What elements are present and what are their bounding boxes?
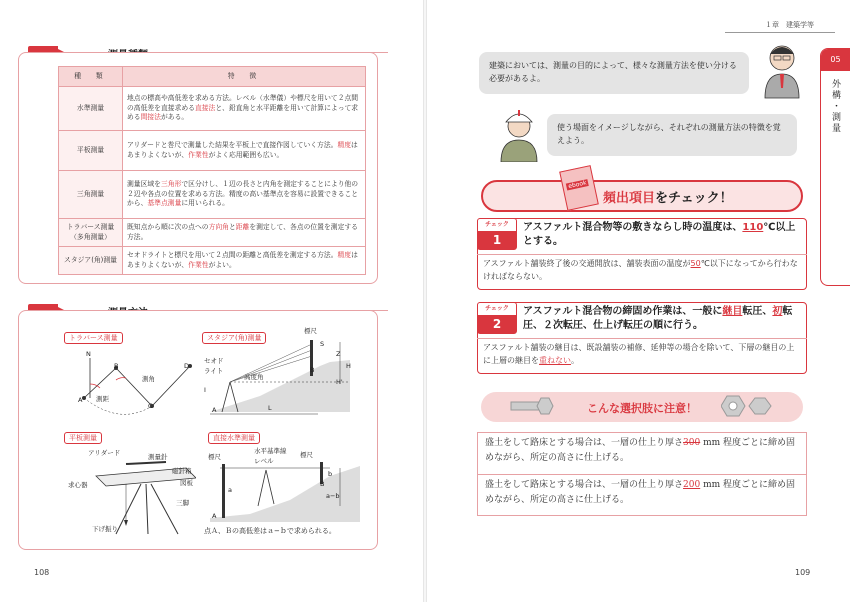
plane-text-compass: 磁針箱	[172, 467, 192, 475]
leveling-text-pa: A	[212, 512, 217, 520]
table-header-feature: 特 徴	[123, 67, 366, 87]
plane-text-centering: 求心器	[68, 481, 88, 489]
traverse-point-c: C	[148, 402, 153, 410]
stadia-text-l: L	[268, 404, 272, 412]
row-name: 三角測量	[59, 171, 123, 219]
leveling-text-pb: B	[320, 480, 325, 488]
page-number-right: 109	[795, 568, 811, 577]
check-badge-1: チェック 1	[477, 218, 517, 250]
table-row	[59, 219, 366, 247]
check-1-desc: アスファルト舗装終了後の交通開放は、舗装表面の温度が50℃以下になってから行わなければならない。	[483, 259, 798, 281]
leveling-text-b: b	[328, 470, 333, 478]
stadia-text-elev-angle: 高度角	[244, 373, 264, 381]
diagram-label-traverse: トラバース測量	[64, 332, 123, 344]
plane-text-plumb: 下げ振り	[92, 525, 118, 533]
traverse-point-b: B	[114, 362, 119, 370]
row-desc: 測量区域を三角形で区分けし、１辺の長さと内角を測定することにより他の２辺や各点の位置を求める方法。精度の高い基準点を容易に設置できることから、基準点測量に用いられる。	[123, 171, 366, 219]
stadia-text-h-prime: H'	[336, 378, 343, 386]
side-tab[interactable]	[820, 48, 850, 286]
check-2-title: アスファルト混合物の締固め作業は、一般に継目転圧、初転圧、２次転圧、仕上げ転圧の順に行う。	[523, 306, 793, 331]
stadia-text-a: A	[212, 406, 217, 414]
table-row	[59, 87, 366, 131]
nut-icon	[721, 394, 781, 418]
plane-text-needle: 測量針	[148, 453, 168, 461]
leveling-diagram	[210, 456, 360, 522]
warning-title: こんな選択肢に注意！	[587, 402, 697, 415]
plane-text-tripod: 三脚	[176, 499, 189, 507]
traverse-point-n: N	[86, 350, 91, 358]
correct-choice: 盛土をして路床とする場合は、一層の仕上り厚さ200 mm 程度ごとに締め固めながら、所定の高さに仕上げる。	[485, 480, 795, 506]
leveling-text-level: レベル	[254, 457, 274, 465]
check-badge-2: チェック 2	[477, 302, 517, 334]
check-1-title: アスファルト混合物等の敷きならし時の温度は、110℃以上とする。	[523, 222, 796, 247]
wrong-choice: 盛土をして路床とする場合は、一層の仕上り厚さ300 mm 程度ごとに締め固めながら、所定の高さに仕上げる。	[485, 438, 795, 464]
traverse-point-a: A	[78, 396, 83, 404]
row-desc: アリダードと巻尺で測量した結果を平板上で直接作図していく方法。精度はあまりよくないが、作業性がよく応用範囲も広い。	[123, 131, 366, 171]
plane-text-board: 図板	[180, 479, 193, 487]
speech-bubble-student: 使う場面をイメージしながら、それぞれの測量方法の特徴を覚えよう。	[547, 114, 797, 156]
row-name: トラバース測量（多角測量）	[59, 219, 123, 247]
table-header-type: 種 類	[59, 67, 123, 87]
speech-bubble-teacher: 建築においては、測量の目的によって、様々な測量方法を使い分ける必要があるよ。	[479, 52, 749, 94]
traverse-text-distance: 測距	[96, 395, 109, 403]
stadia-text-h: H	[346, 362, 351, 370]
row-name: 平板測量	[59, 131, 123, 171]
stadia-text-b: B	[310, 366, 315, 374]
leveling-caption: 点Ａ、Ｂの高低差はａ−ｂで求められる。	[204, 527, 336, 535]
survey-types-table	[58, 66, 366, 275]
row-desc: 地点の標高や高低差を求める方法。レベル（水準儀）や標尺を用いて２点間の高低差を直接求める直接法と、鉛直角と水平距離を用いて計算によって求める間接法がある。	[123, 87, 366, 131]
row-name: 水準測量	[59, 87, 123, 131]
diagram-label-leveling: 直接水準測量	[208, 432, 260, 444]
stadia-text-theo2: ライト	[204, 367, 224, 375]
stadia-text-i: I	[204, 386, 206, 394]
stadia-text-s: S	[320, 340, 325, 348]
plane-text-alidade: アリダード	[88, 449, 121, 457]
leveling-text-rod2: 標尺	[300, 451, 313, 459]
leveling-text-a: a	[228, 486, 232, 494]
table-row	[59, 171, 366, 219]
stadia-text-z: Z	[336, 350, 341, 358]
leveling-text-baseline: 水平基準線	[254, 447, 287, 455]
right-page	[425, 0, 850, 602]
row-name: スタジア(角)測量	[59, 247, 123, 275]
traverse-point-d: D	[184, 362, 190, 370]
page-number-left: 108	[34, 568, 50, 577]
check-2-desc: アスファルト舗装の継目は、既設舗装の補修、延伸等の場合を除いて、下層の継目の上に上層の継目を重ねない。	[483, 343, 795, 365]
stadia-text-theo1: セオド	[204, 357, 224, 365]
diagram-label-plane: 平板測量	[64, 432, 102, 444]
student-avatar-icon	[497, 104, 541, 162]
stadia-text-rod: 標尺	[304, 327, 317, 335]
teacher-avatar-icon	[759, 40, 805, 100]
row-desc: セオドライトと標尺を用いて２点間の距離と高低差を測定する方法。精度はあまりよくないが、作業性がよい。	[123, 247, 366, 275]
banner-title: 頻出項目をチェック！	[603, 191, 733, 206]
bolt-icon	[509, 394, 559, 418]
table-row	[59, 247, 366, 275]
leveling-text-amb: a−b	[326, 492, 340, 500]
diagram-label-stadia: スタジア(角)測量	[202, 332, 266, 344]
ebook-icon: ebook	[559, 165, 599, 211]
leveling-text-rod1: 標尺	[208, 453, 221, 461]
row-desc: 既知点から順に次の点への方向角と距離を測定して、各点の位置を測定する方法。	[123, 219, 366, 247]
chapter-title: １章 建築学等	[765, 21, 814, 29]
traverse-text-angle: 測角	[142, 375, 155, 383]
side-tab-number: 05	[821, 49, 850, 71]
side-tab-title: 外構・測量	[830, 79, 840, 134]
table-row	[59, 131, 366, 171]
traverse-diagram	[60, 346, 200, 426]
